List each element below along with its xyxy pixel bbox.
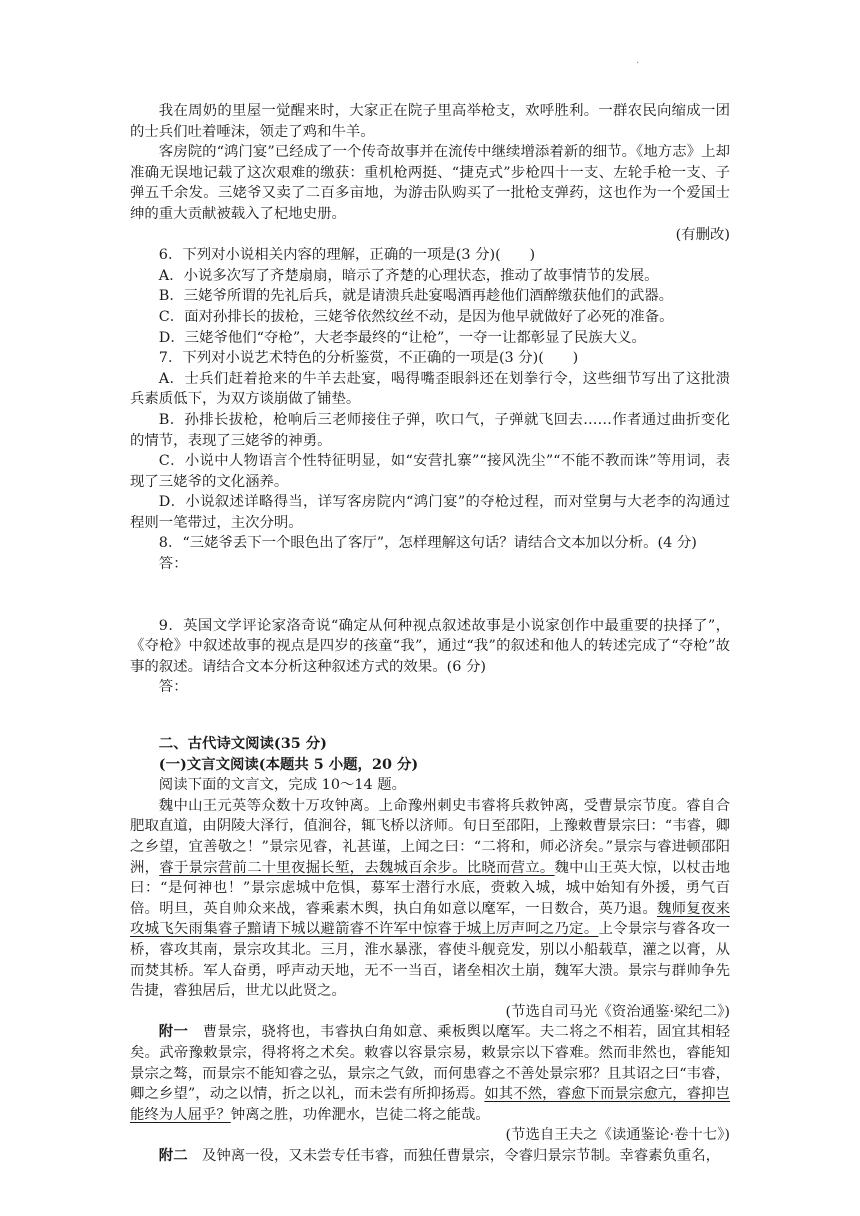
question-8-stem: 8．“三姥爷丢下一个眼色出了客厅”，怎样理解这句话？请结合文本加以分析。(4 分) [158, 535, 697, 552]
appendix-2-label: 附二 [158, 1146, 188, 1164]
answer-space-8 [130, 575, 730, 616]
answer-space-9 [130, 698, 730, 734]
question-7-option-c: C．小说中人物语言个性特征明显，如“安营扎寨”“接风洗尘”“不能不教而诛”等用词，表现了三姥爷的文化涵养。 [130, 453, 730, 490]
appendix-1-underlined-sentence: 如其不然，睿愈下而景宗愈亢，睿抑岂能终为人屈乎？ [130, 1086, 730, 1123]
question-6-option-c: C．面对孙排长的拔枪，三姥爷依然纹丝不动，是因为他早就做好了必死的准备。 [158, 308, 674, 325]
appendix-1-text-b: 钟离之胜，功侔淝水，岂徒二将之能哉。 [230, 1106, 490, 1123]
passage-text-a: 魏中山王元英等众数十万攻钟离。上命豫州刺史韦睿将兵救钟离，受曹景宗节度。睿自合肥取直道，由阴陵大泽行，值涧谷，辄飞桥以济师。旬日至邵阳，上豫敕曹景宗曰：“韦睿，卿之乡望，宜善敬之！”景宗见睿，礼甚谨，上闻之曰：“二将和，师必济矣。”景宗与睿进顿邵阳洲， [130, 797, 730, 876]
question-6-option-a: A．小说多次写了齐楚扇扇，暗示了齐楚的心理状态，推动了故事情节的发展。 [158, 267, 659, 284]
appendix-1-paragraph [130, 1022, 730, 1125]
section-2-heading: 二、古代诗文阅读(35 分) [158, 735, 327, 753]
passage-source-a: (节选自司马光《资治通鉴·梁纪二》) [505, 1003, 730, 1020]
document-body [130, 101, 730, 1167]
question-7-stem: 7．下列对小说艺术特色的分析鉴赏，不正确的一项是(3 分)( ) [158, 350, 579, 367]
passage-underlined-sentence-1: 睿于景宗营前二十里夜掘长堑，去魏城百余步。比晓而营立。 [159, 859, 555, 876]
question-9-stem: 9．英国文学评论家洛奇说“确定从何种视点叙述故事是小说家创作中最重要的抉择了”，《夺枪》中叙述故事的视点是四岁的孩童“我”，通过“我”的叙述和他人的转述完成了“夺枪”故事的叙述。请结合文本分析这种叙述方式的效果。(6 分) [130, 617, 730, 675]
appendix-2-text: 及钟离一役，又未尝专任韦睿，而独任曹景宗，令睿归景宗节制。幸睿素负重名， [187, 1147, 721, 1164]
section-2-instruction: 阅读下面的文言文，完成 10～14 题。 [158, 777, 407, 794]
passage-text-c: 上令景宗与睿各攻一桥，睿攻其南，景宗攻其北。三月，淮水暴涨，睿使斗舰竞发，别以小船载草，灌之以膏，从而焚其桥。军人奋勇，呼声动天地，无不一当百，诸垒相次土崩，魏军大溃。景宗与群帅争先告捷，睿独居后，世尤以此贤之。 [130, 921, 730, 1000]
question-9-answer-label: 答： [158, 679, 188, 696]
appendix-1-text-a: 曹景宗，骁将也，韦睿执白角如意、乘板舆以麾军。夫二将之不相若，固宜其相轻矣。武帝豫敕景宗，得将将之术矣。敕睿以容景宗易，敕景宗以下睿难。然而非然也，睿能知景宗之骜，而景宗不能知睿之弘，景宗之气敛，而何患睿之不善处景宗邪？且其诏之曰“韦睿，卿之乡望”，动之以情，折之以礼，而未尝有所抑扬焉。 [130, 1024, 730, 1103]
classical-passage-paragraph [130, 796, 730, 1002]
story-source-note: (有删改) [675, 226, 730, 243]
question-7-option-b: B．孙排长拔枪，枪响后三老师接住子弹，吹口气，子弹就飞回去……作者通过曲折变化的情节，表现了三姥爷的神勇。 [130, 411, 730, 449]
section-2-subheading: (一)文言文阅读(本题共 5 小题，20 分) [158, 755, 419, 773]
passage-text-b: 魏中山王英大惊，以杖击地曰：“是何神也！”景宗虑城中危惧，募军士潜行水底，赍敕入城，城中始知有外援，勇气百倍。明旦，英自帅众来战，睿乘素木舆，执白角如意以麾军，一日数合，英乃退。 [130, 859, 730, 917]
question-6-stem: 6．下列对小说相关内容的理解，正确的一项是(3 分)( ) [158, 247, 536, 264]
question-7-option-d: D．小说叙述详略得当，详写客房院内“鸿门宴”的夺枪过程，而对堂舅与大老李的沟通过程则一笔带过，主次分明。 [130, 494, 730, 531]
question-8-answer-label: 答： [158, 556, 188, 573]
appendix-1-label: 附一 [158, 1023, 189, 1041]
question-6-option-d: D．三姥爷他们“夺枪”，大老李最终的“让枪”，一夺一让都彰显了民族大义。 [158, 329, 646, 346]
story-paragraph-2: 客房院的“鸿门宴”已经成了一个传奇故事并在流传中继续增添着新的细节。《地方志》上却准确无误地记载了这次艰难的缴获：重机枪两挺、“捷克式”步枪四十一支、左轮手枪一支、子弹五千余发。三姥爷又卖了二百多亩地，为游击队购买了一批枪支弹药，这也作为一个爱国士绅的重大贡献被载入了杞地史册。 [130, 144, 730, 222]
question-7-option-a: A．士兵们赶着抢来的牛羊去赴宴，喝得嘴歪眼斜还在划拳行令，这些细节写出了这批溃兵素质低下，为双方谈崩做了铺垫。 [130, 370, 730, 408]
story-paragraph-1: 我在周奶的里屋一觉醒来时，大家正在院子里高举枪支，欢呼胜利。一群农民向缩成一团的士兵们吐着唾沫，领走了鸡和牛羊。 [130, 103, 730, 140]
appendix-2-paragraph [130, 1146, 730, 1167]
passage-underlined-sentence-2: 魏师复夜来攻城飞矢雨集睿子黯请下城以避箭睿不许军中惊睿于城上厉声呵之乃定。 [130, 900, 730, 938]
passage-source-b: (节选自王夫之《读通鉴论·卷十七》) [505, 1127, 730, 1144]
page-corner-mark: · [636, 58, 640, 69]
question-6-option-b: B．三姥爷所谓的先礼后兵，就是请溃兵赴宴喝酒再趁他们酒醉缴获他们的武器。 [158, 288, 674, 305]
